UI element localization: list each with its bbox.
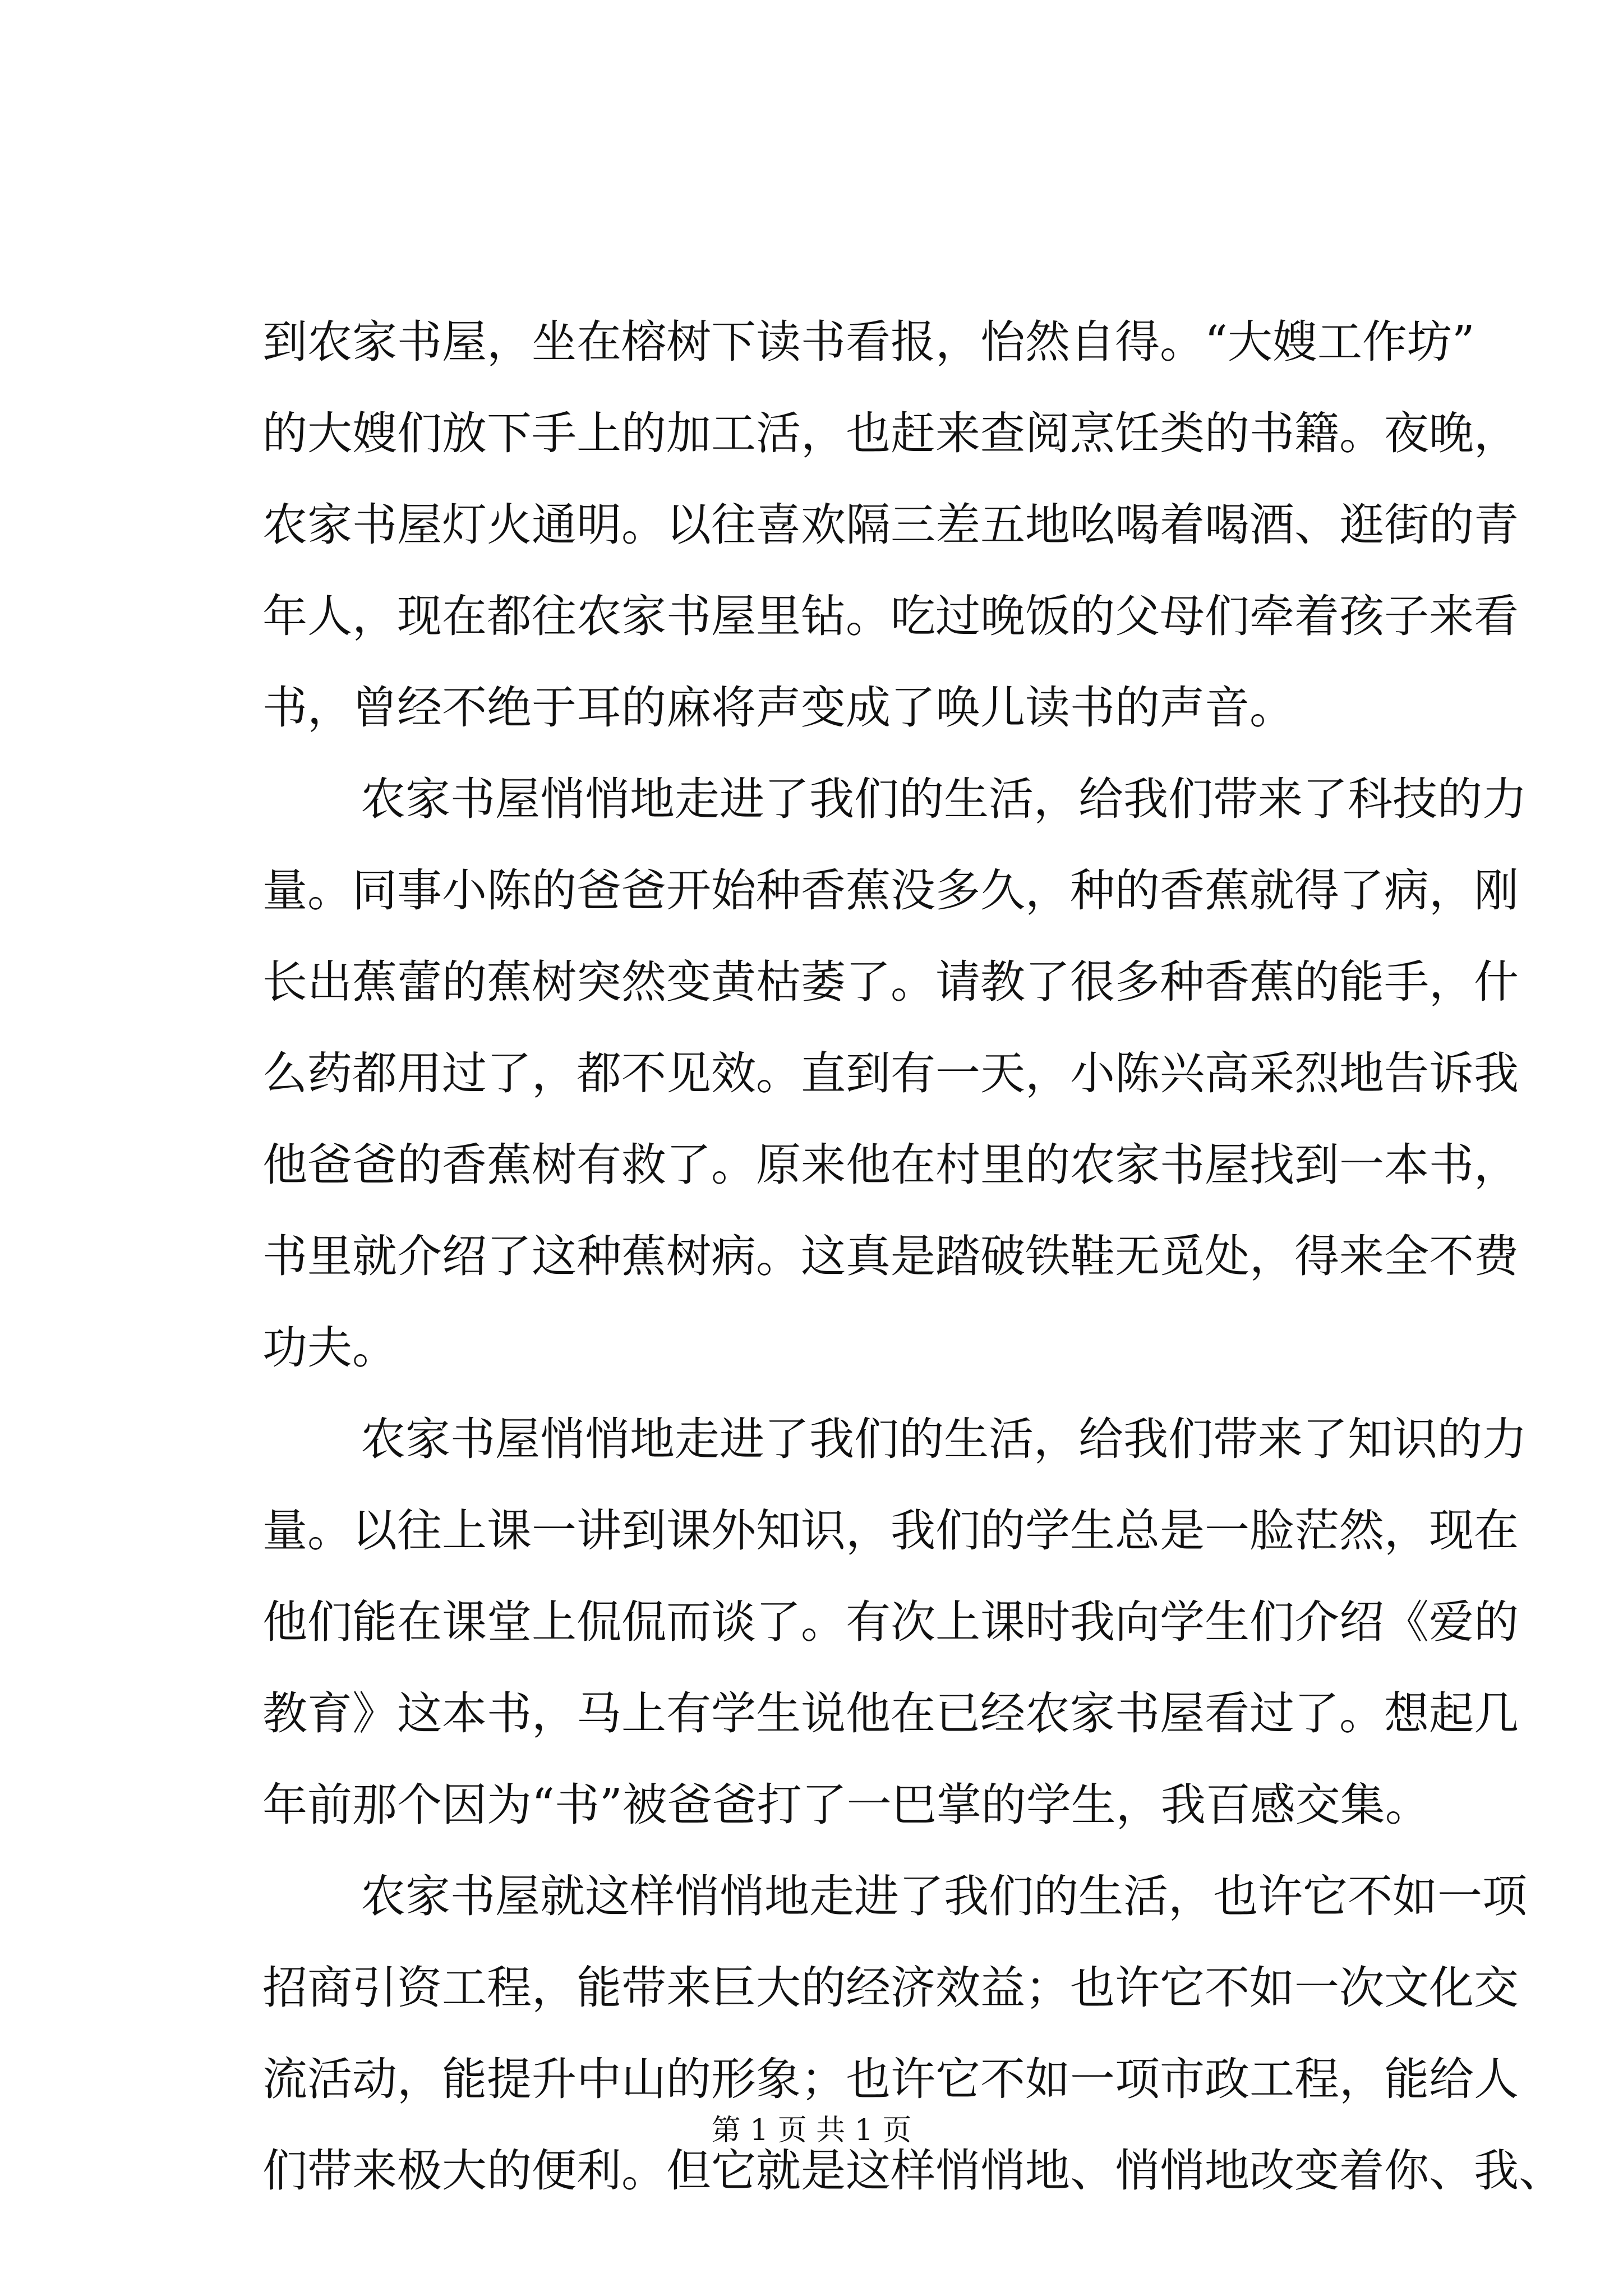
text-line: 们带来极大的便利。但它就是这样悄悄地、悄悄地改变着你、我、 [262, 2145, 1564, 2197]
text-line: 农家书屋悄悄地走进了我们的生活，给我们带来了科技的力 [361, 773, 1527, 825]
text-line: 么药都用过了，都不见效。直到有一天，小陈兴高采烈地告诉我 [262, 1047, 1519, 1099]
text-line: 量。以往上课一讲到课外知识，我们的学生总是一脸茫然，现在 [262, 1504, 1519, 1557]
text-line: 教育》这本书，马上有学生说他在已经农家书屋看过了。想起几 [262, 1687, 1519, 1740]
text-line: 年人，现在都往农家书屋里钻。吃过晚饭的父母们牵着孩子来看 [262, 590, 1519, 642]
text-line: 量。同事小陈的爸爸开始种香蕉没多久，种的香蕉就得了病，刚 [262, 864, 1519, 917]
text-line: 他爸爸的香蕉树有救了。原来他在村里的农家书屋找到一本书， [262, 1139, 1519, 1191]
page-footer: 第 1 页 共 1 页 [711, 2114, 912, 2147]
text-line: 年前那个因为“书”被爸爸打了一巴掌的学生，我百感交集。 [262, 1779, 1430, 1831]
text-line: 的大嫂们放下手上的加工活，也赶来查阅烹饪类的书籍。夜晚， [262, 407, 1519, 459]
text-line: 他们能在课堂上侃侃而谈了。有次上课时我向学生们介绍《爱的 [262, 1596, 1519, 1648]
text-line: 书，曾经不绝于耳的麻将声变成了唤儿读书的声音。 [262, 682, 1294, 734]
text-line: 功夫。 [262, 1322, 397, 1374]
text-line: 农家书屋就这样悄悄地走进了我们的生活，也许它不如一项 [361, 1870, 1527, 1922]
text-line: 招商引资工程，能带来巨大的经济效益；也许它不如一次文化交 [262, 1962, 1519, 2014]
text-line: 长出蕉蕾的蕉树突然变黄枯萎了。请教了很多种香蕉的能手，什 [262, 956, 1519, 1008]
text-line: 到农家书屋，坐在榕树下读书看报，怡然自得。“大嫂工作坊” [262, 316, 1475, 368]
text-line: 农家书屋灯火通明。以往喜欢隔三差五地吆喝着喝酒、逛街的青 [262, 499, 1519, 551]
text-line: 书里就介绍了这种蕉树病。这真是踏破铁鞋无觅处，得来全不费 [262, 1230, 1519, 1282]
document-body [262, 296, 1564, 2216]
text-line: 流活动，能提升中山的形象；也许它不如一项市政工程，能给人 [262, 2053, 1519, 2105]
text-line: 农家书屋悄悄地走进了我们的生活，给我们带来了知识的力 [361, 1413, 1527, 1465]
